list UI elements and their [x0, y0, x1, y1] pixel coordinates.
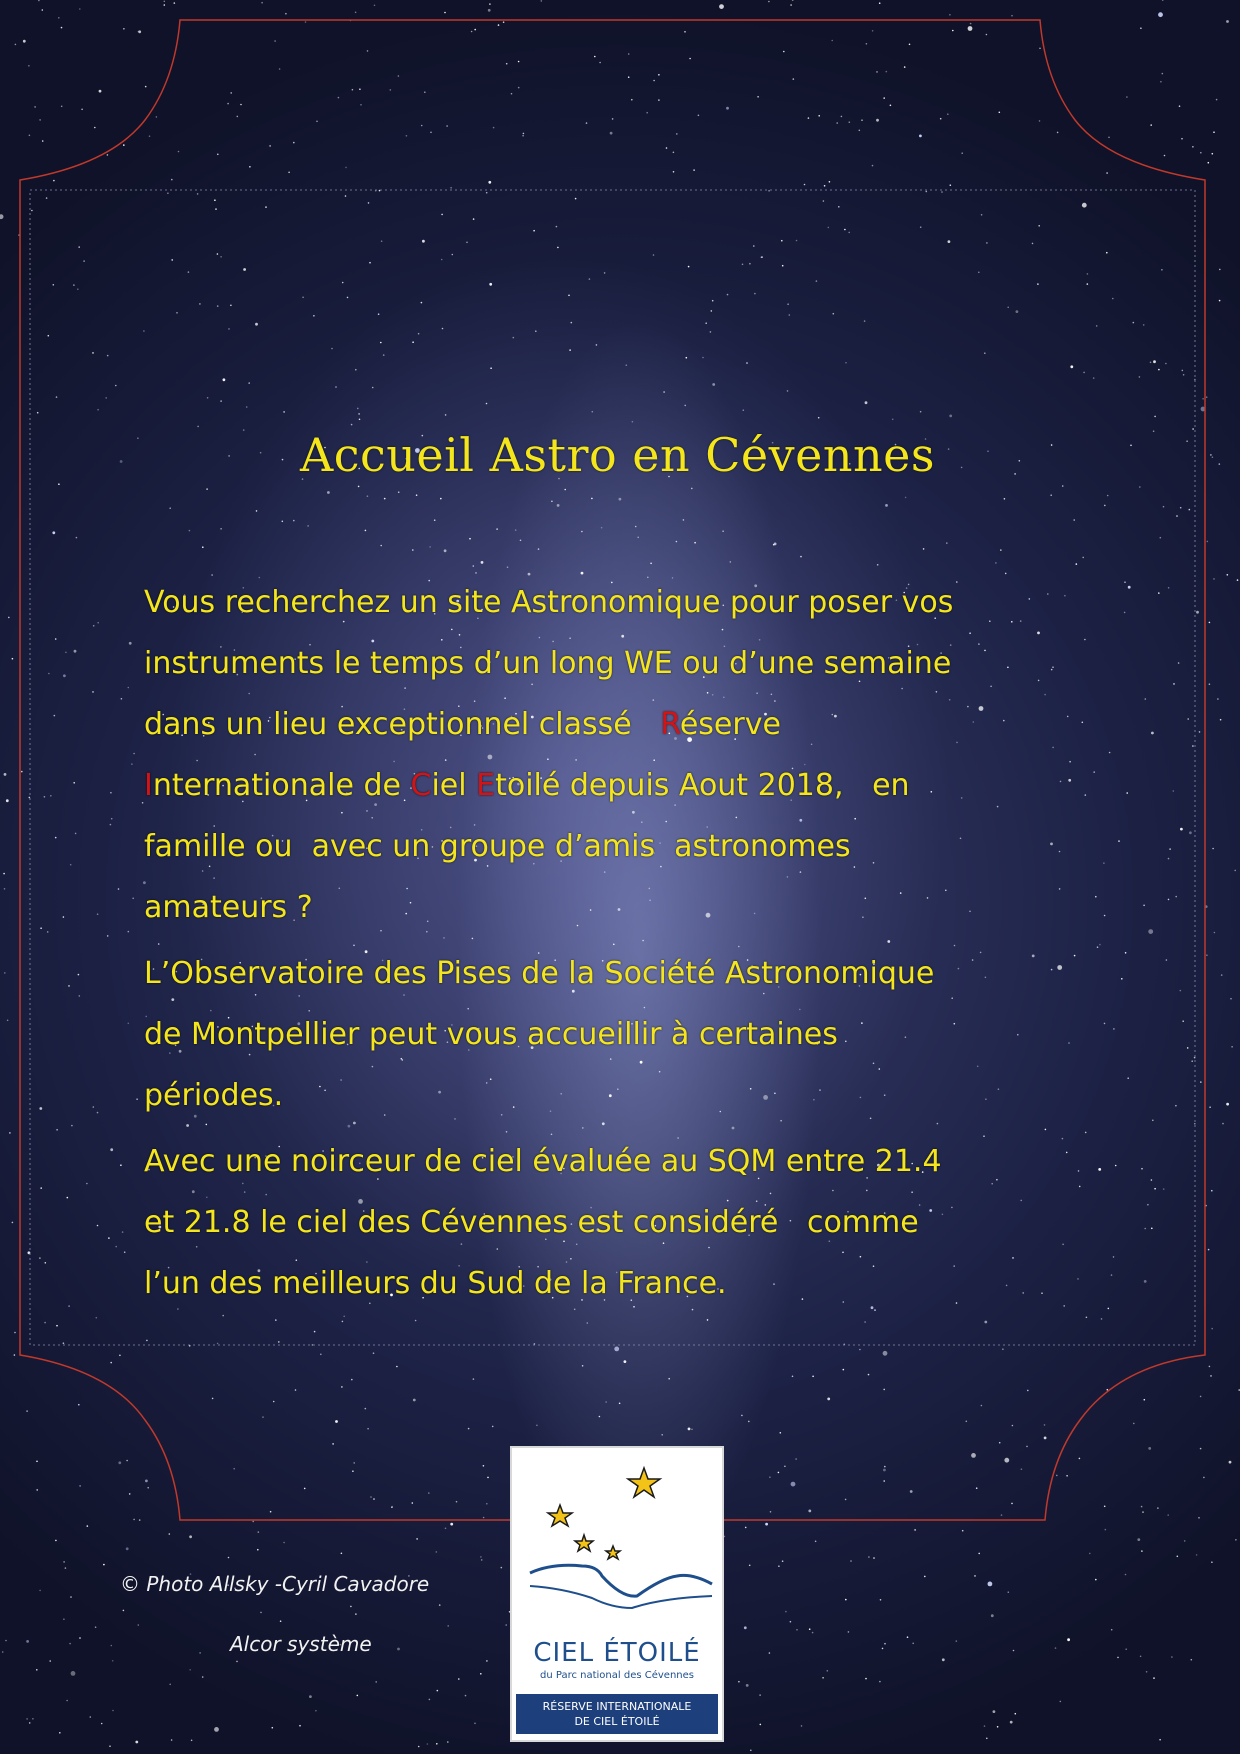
- paragraph-sky-quality: [144, 1131, 1084, 1314]
- page-title: Accueil Astro en Cévennes: [300, 428, 935, 482]
- body-text: [144, 572, 1084, 1319]
- observatory-line-1: L’Observatoire des Pises de la Société Astronomique: [144, 956, 935, 991]
- ciel-etoile-logo: [510, 1446, 724, 1742]
- sky-line-3: l’un des meilleurs du Sud de la France.: [144, 1266, 727, 1301]
- observatory-line-3: périodes.: [144, 1078, 284, 1113]
- intro-line-3: dans un lieu exceptionnel classé: [144, 707, 661, 742]
- intro-line-5: famille ou avec un groupe d’amis astronomes: [144, 829, 851, 864]
- intro-line-6: amateurs ?: [144, 890, 313, 925]
- photo-credit: © Photo Allsky -Cyril Cavadore: [120, 1572, 430, 1596]
- observatory-line-2: de Montpellier peut vous accueillir à certaines: [144, 1017, 838, 1052]
- logo-band: [516, 1694, 718, 1734]
- word-reserve-rest: éserve: [679, 707, 781, 742]
- logo-band-line-2: DE CIEL ÉTOILÉ: [574, 1715, 660, 1728]
- paragraph-observatory: [144, 943, 1084, 1126]
- logo-name: CIEL ÉTOILÉ: [533, 1638, 701, 1668]
- initial-i: I: [144, 768, 153, 803]
- initial-r: R: [660, 707, 680, 742]
- word-internationale-rest: nternationale de: [152, 768, 411, 803]
- sky-line-1: Avec une noirceur de ciel évaluée au SQM entre 21.4: [144, 1144, 942, 1179]
- paragraph-intro: [144, 572, 1084, 938]
- initial-e: E: [476, 768, 496, 803]
- word-ciel-rest: iel: [431, 768, 477, 803]
- logo-subtitle: du Parc national des Cévennes: [540, 1670, 694, 1681]
- initial-c: C: [410, 768, 432, 803]
- logo-band-line-1: RÉSERVE INTERNATIONALE: [542, 1700, 692, 1713]
- word-etoile-rest: toilé depuis Aout 2018, en: [495, 768, 910, 803]
- sky-line-2: et 21.8 le ciel des Cévennes est considéré comme: [144, 1205, 919, 1240]
- intro-line-2: instruments le temps d’un long WE ou d’une semaine: [144, 646, 952, 681]
- intro-line-1: Vous recherchez un site Astronomique pour poser vos: [144, 585, 954, 620]
- logo-stars-icon: [512, 1448, 722, 1648]
- photo-credit-system: Alcor système: [230, 1632, 372, 1656]
